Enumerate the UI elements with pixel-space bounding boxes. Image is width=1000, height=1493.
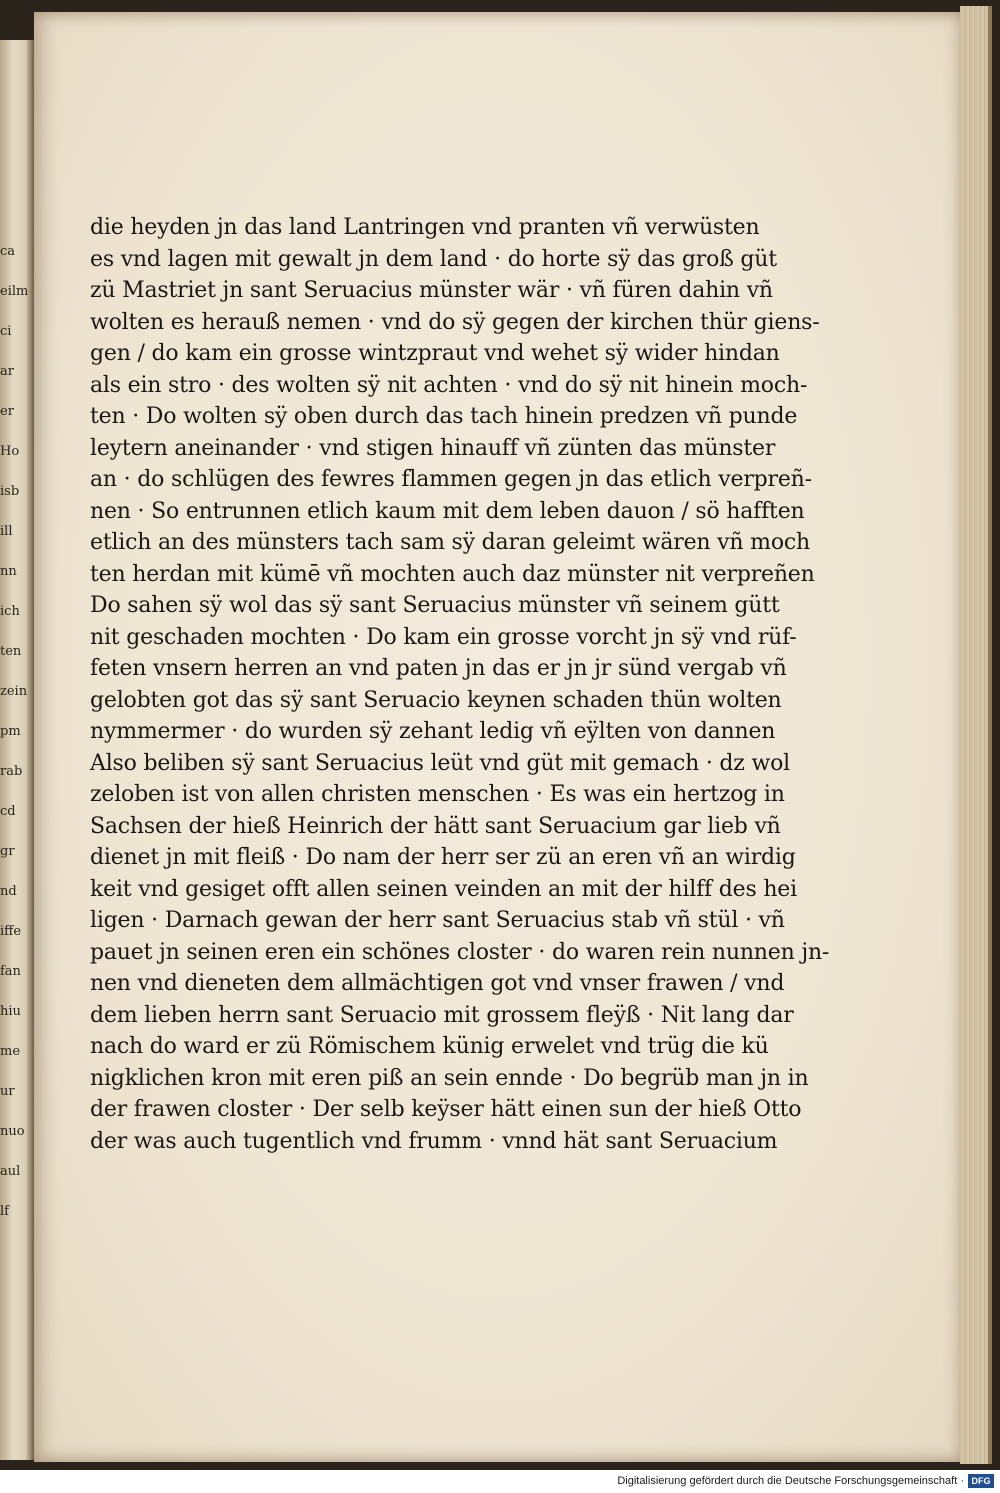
left-page-fragment: rab [0,764,23,779]
left-page-fragment: er [0,404,14,419]
text-line: an · do schlügen des fewres flammen gegen jn das etlich verpreñ- [90,467,812,492]
text-line: nen vnd dieneten dem allmächtigen got vnd vnser frawen / vnd [90,971,785,996]
dfg-logo: DFG [968,1474,994,1488]
text-line: ligen · Darnach gewan der herr sant Seruacius stab vñ stül · vñ [90,908,785,933]
left-page-fragment: iffe [0,924,22,939]
text-line: dem lieben herrn sant Seruacio mit grossem fleÿß · Nit lang dar [90,1002,794,1028]
left-page-fragment: ten [0,644,22,659]
text-line: die heyden jn das land Lantringen vnd pranten vñ verwüsten [90,215,760,240]
text-line: nigklichen kron mit eren piß an sein ennde · Do begrüb man jn in [90,1065,809,1091]
left-page-fragment: ich [0,604,20,619]
left-page-fragment: ci [0,324,12,339]
left-page-fragment: me [0,1044,21,1059]
book-page [34,12,964,1462]
left-page-fragment: eilm [0,284,29,299]
text-line: zü Mastriet jn sant Seruacius münster wär · vñ füren dahin vñ [90,278,773,303]
left-page-fragment: Ho [0,444,20,459]
left-page-fragment: lf [0,1204,9,1219]
text-line: nen · So entrunnen etlich kaum mit dem leben dauon / sö hafften [90,498,805,524]
text-line: gen / do kam ein grosse wintzpraut vnd wehet sÿ wider hindan [90,341,780,366]
text-line: feten vnsern herren an vnd paten jn das er jn jr sünd vergab vñ [90,656,787,681]
left-page-fragment: fan [0,964,21,979]
text-line: nymmermer · do wurden sÿ zehant ledig vñ eÿlten von dannen [90,719,776,744]
page-text-block [90,212,830,1157]
digitization-footer [0,1470,1000,1493]
text-line: zeloben ist von allen christen menschen · Es was ein hertzog in [90,782,785,807]
left-page-fragment: isb [0,484,20,499]
text-line: pauet jn seinen eren ein schönes closter · do waren rein nunnen jn- [90,939,830,965]
left-page-fragment: hiu [0,1004,21,1019]
left-page-fragment: ur [0,1084,15,1099]
text-line: leytern aneinander · vnd stigen hinauff vñ zünten das münster [90,435,776,461]
left-page-fragment: nd [0,884,17,899]
text-line: der frawen closter · Der selb keÿser hätt einen sun der hieß Otto [90,1097,802,1122]
page-stack-edge [960,6,992,1464]
left-page-fragment: ca [0,244,16,259]
text-line: nach do ward er zü Römischem künig erwelet vnd trüg die kü [90,1034,769,1059]
text-line: der was auch tugentlich vnd frumm · vnnd hät sant Seruacium [90,1128,778,1154]
text-line: Sachsen der hieß Heinrich der hätt sant Seruacium gar lieb vñ [90,813,781,839]
left-page-fragment: aul [0,1164,21,1179]
text-line: keit vnd gesiget offt allen seinen veinden an mit der hilff des hei [90,876,797,902]
text-line: etlich an des münsters tach sam sÿ daran geleimt wären vñ moch [90,530,810,555]
left-page-fragment: pm [0,724,21,739]
text-line: ten · Do wolten sÿ oben durch das tach hinein predzen vñ punde [90,404,798,429]
funding-credit: Digitalisierung gefördert durch die Deutsche Forschungsgemeinschaft · [617,1475,964,1487]
text-line: Also beliben sÿ sant Seruacius leüt vnd güt mit gemach · dz wol [90,750,790,776]
left-page-fragment: gr [0,844,15,859]
text-line: ten herdan mit kümē vñ mochten auch daz münster nit verpreñen [90,561,815,587]
text-line: es vnd lagen mit gewalt jn dem land · do horte sÿ das groß güt [90,246,777,272]
left-page-fragment: zein [0,684,28,699]
left-page-fragment: nn [0,564,17,579]
left-page-fragment: cd [0,804,16,819]
text-line: dienet jn mit fleiß · Do nam der herr ser zü an eren vñ an wirdig [90,845,796,870]
left-page-fragment: nuo [0,1124,25,1139]
left-page-fragment: ill [0,524,13,539]
text-line: wolten es herauß nemen · vnd do sÿ gegen der kirchen thür giens- [90,309,820,335]
left-page-edge [0,40,34,1460]
text-line: Do sahen sÿ wol das sÿ sant Seruacius münster vñ seinem gütt [90,593,780,618]
text-line: gelobten got das sÿ sant Seruacio keynen schaden thün wolten [90,687,782,713]
left-page-fragment: ar [0,364,14,379]
text-line: als ein stro · des wolten sÿ nit achten · vnd do sÿ nit hinein moch- [90,372,808,398]
text-line: nit geschaden mochten · Do kam ein grosse vorcht jn sÿ vnd rüf- [90,624,797,650]
